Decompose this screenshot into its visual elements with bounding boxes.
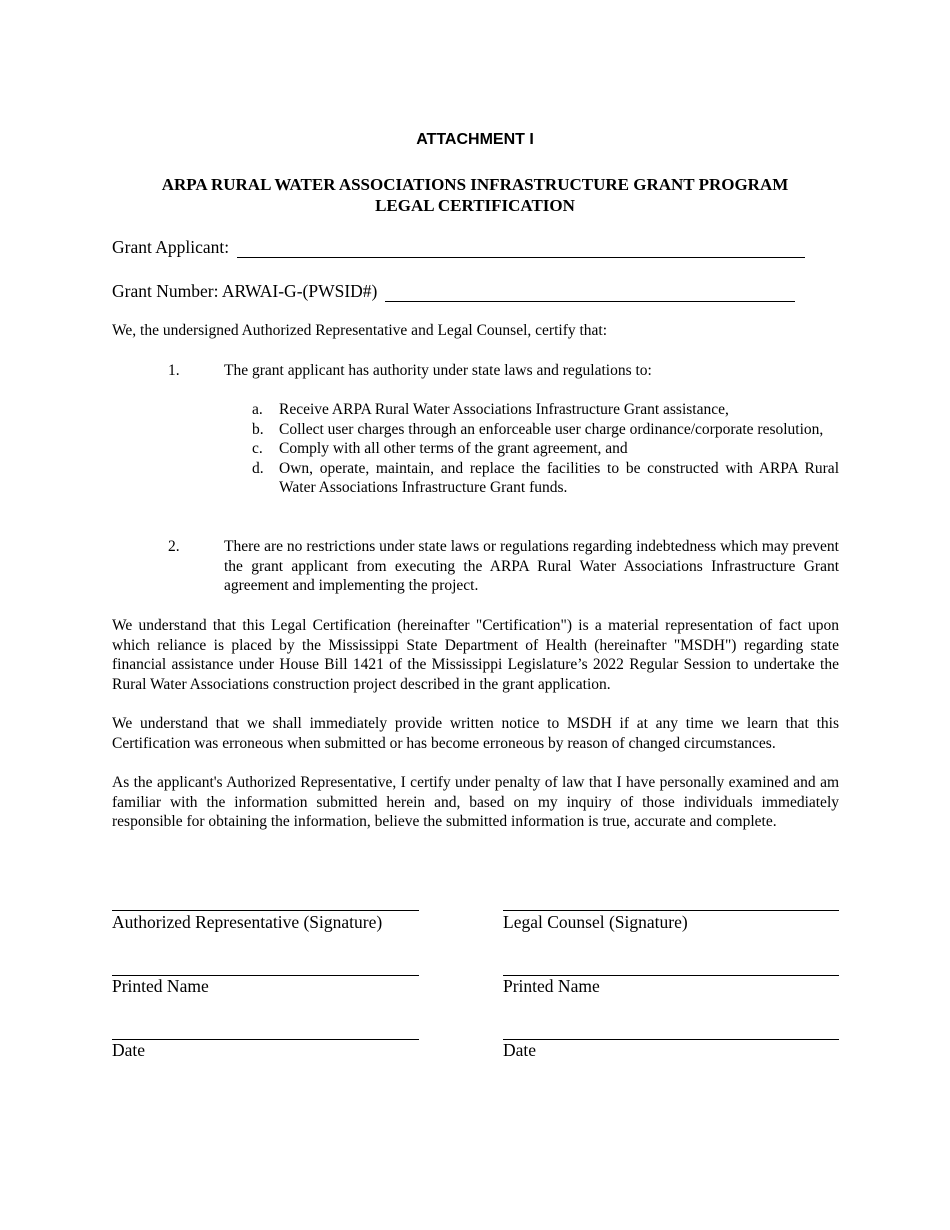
paragraph-notice: We understand that we shall immediately provide written notice to MSDH if at any time we learn that this Certification was erroneous when submitted or has become erroneous by reason of changed circumstances.: [112, 715, 839, 752]
subitem-letter: d.: [252, 459, 264, 477]
list-item: [252, 439, 839, 459]
authorized-representative-signature-line[interactable]: [112, 910, 419, 911]
paragraph-representative-certify: As the applicant's Authorized Representative, I certify under penalty of law that I have personally examined and am familiar with the information submitted herein and, based on my inquiry of those individuals immediately responsible for obtaining the information, believe the submitted information is true, accurate and complete.: [112, 774, 839, 831]
legal-counsel-printed-name-label: Printed Name: [503, 976, 600, 996]
legal-counsel-date-label: Date: [503, 1040, 537, 1060]
subitem-text: Receive ARPA Rural Water Associations Infrastructure Grant assistance,: [279, 401, 729, 418]
authorized-representative-signature-label: Authorized Representative (Signature): [112, 912, 383, 932]
grant-applicant-input[interactable]: [237, 241, 805, 258]
authorized-representative-printed-name-label: Printed Name: [112, 976, 209, 996]
list-item: [252, 459, 839, 498]
list-item: [252, 420, 839, 440]
subitem-letter: b.: [252, 420, 264, 438]
legal-counsel-signature-label: Legal Counsel (Signature): [503, 912, 688, 932]
grant-applicant-field: [112, 237, 805, 258]
grant-number-input[interactable]: [385, 285, 795, 302]
intro-paragraph: We, the undersigned Authorized Representative and Legal Counsel, certify that:: [112, 322, 608, 339]
title-line-1: ARPA RURAL WATER ASSOCIATIONS INFRASTRUCTURE GRANT PROGRAM: [161, 175, 789, 194]
subitem-letter: c.: [252, 440, 263, 458]
legal-counsel-signature-line[interactable]: [503, 910, 839, 911]
grant-applicant-label: Grant Applicant:: [112, 237, 230, 257]
item-2-number: 2.: [168, 538, 180, 555]
subitem-text: Collect user charges through an enforceable user charge ordinance/corporate resolution,: [279, 420, 824, 438]
item-2-text: There are no restrictions under state laws or regulations regarding indebtedness which may prevent the grant applicant from executing the ARPA Rural Water Associations Infrastructure Grant agreement and implementing the project.: [224, 538, 839, 595]
subitem-text: Comply with all other terms of the grant agreement, and: [279, 440, 628, 458]
list-item: [252, 400, 839, 420]
authorized-representative-date-label: Date: [112, 1040, 146, 1060]
item-1-sublist: [252, 400, 839, 498]
title-line-2: LEGAL CERTIFICATION: [375, 196, 575, 215]
item-1-text: The grant applicant has authority under state laws and regulations to:: [224, 362, 652, 379]
subitem-letter: a.: [252, 401, 263, 418]
grant-number-field: [112, 281, 795, 302]
document-title: [0, 174, 950, 216]
authorized-representative-date-line[interactable]: [112, 1039, 419, 1040]
paragraph-certification-reliance: We understand that this Legal Certification (hereinafter "Certification") is a material representation of fact upon which reliance is placed by the Mississippi State Department of Health (hereinafter "MSDH") regarding state financial assistance under House Bill 1421 of the Mississippi Legislature’s 2022 Regular Session to undertake the Rural Water Associations construction project described in the grant application.: [112, 617, 839, 693]
item-1-number: 1.: [168, 362, 180, 379]
grant-number-label: Grant Number: ARWAI-G-(PWSID#): [112, 281, 378, 301]
legal-counsel-date-line[interactable]: [503, 1039, 839, 1040]
subitem-text: Own, operate, maintain, and replace the facilities to be constructed with ARPA Rural Water Associations Infrastructure Grant funds.: [279, 459, 839, 497]
attachment-heading: ATTACHMENT I: [416, 131, 534, 148]
